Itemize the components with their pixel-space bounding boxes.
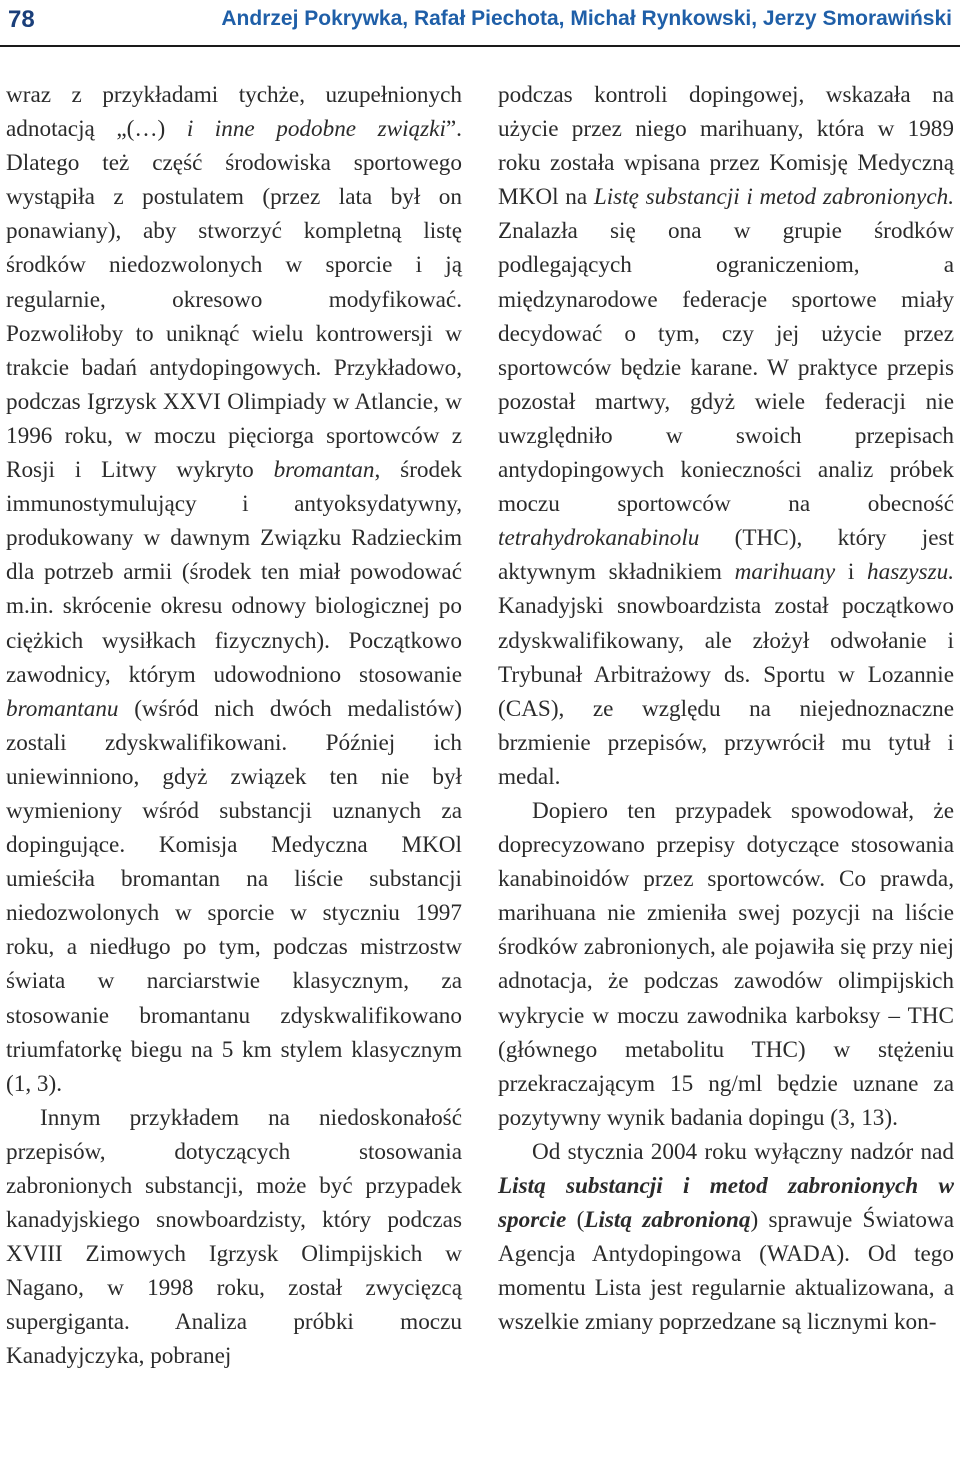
paragraph: wraz z przykładami tychże, uzupełnionych adnotacją „(…) i inne podobne związki”. Dlatego też część środowiska sportowego wystąpiła z postulatem (przez lata był on ponawiany), aby stworzyć kompletną listę środków niedozwolonych w sporcie i ją regularnie, okresowo modyfikować. Pozwoliłoby to uniknąć wielu kontrowersji w trakcie badań antydopingowych. Przykładowo, podczas Igrzysk XXVI Olimpiady w Atlancie, w 1996 roku, w moczu pięciorga sportowców z Rosji i Litwy wykryto bromantan, środek immunostymulujący i antyoksydatywny, produkowany w dawnym Związku Radzieckim dla potrzeb armii (środek ten miał powodować m.in. skrócenie okresu odnowy biologicznej po ciężkich wysiłkach fizycznych). Początkowo zawodnicy, którym udowodniono stosowanie bromantanu (wśród nich dwóch medalistów) zostali zdyskwalifikowani. Później ich uniewinniono, gdyż związek ten nie był wymieniony wśród substancji uznanych za dopingujące. Komisja Medyczna MKOl umieściła bromantan na liście substancji niedozwolonych w sporcie w styczniu 1997 roku, a niedługo po tym, podczas mistrzostw świata w narciarstwie klasycznym, za stosowanie bromantanu zdyskwalifikowano triumfatorkę biegu na 5 km stylem klasycznym (1, 3). bbox=[6, 82, 462, 1097]
right-column bbox=[498, 78, 954, 1339]
page-number: 78 bbox=[8, 6, 35, 33]
paragraph: Dopiero ten przypadek spowodował, że doprecyzowano przepisy dotyczące stosowania kanabinoidów przez sportowców. Co prawda, marihuana nie zmieniła swej pozycji na liście środków zabronionych, ale pojawiła się przy niej adnotacja, że podczas zawodów olimpijskich wykrycie w moczu zawodnika karboksy – THC (głównego metabolitu THC) w stężeniu przekraczającym 15 ng/ml będzie uznane za pozytywny wynik badania dopingu (3, 13). bbox=[498, 797, 954, 1131]
paragraph: podczas kontroli dopingowej, wskazała na użycie przez niego marihuany, która w 1989 roku została wpisana przez Komisję Medyczną MKOl na Listę substancji i metod zabronionych. Znalazła się ona w grupie środków podlegających ograniczeniom, a międzynarodowe federacje sportowe miały decydować o tym, czy jej użycie przez sportowców będzie karane. W praktyce przepis pozostał martwy, gdyż wiele federacji nie uwzględniło w swoich przepisach antydopingowych konieczności analiz próbek moczu sportowców na obecność tetrahydrokanabinolu (THC), który jest aktywnym składnikiem marihuany i haszyszu. Kanadyjski snowboardzista został początkowo zdyskwalifikowany, ale złożył odwołanie i Trybunał Arbitrażowy ds. Sportu w Lozannie (CAS), ze względu na niejednoznaczne brzmienie przepisów, przywrócił mu tytuł i medal. bbox=[498, 82, 954, 790]
header-divider bbox=[0, 45, 960, 47]
running-head-authors: Andrzej Pokrywka, Rafał Piechota, Michał Rynkowski, Jerzy Smorawiński bbox=[221, 7, 952, 30]
paragraph: Innym przykładem na niedoskonałość przepisów, dotyczących stosowania zabronionych substancji, może być przypadek kanadyjskiego snowboardzisty, który podczas XVIII Zimowych Igrzysk Olimpijskich w Nagano, w 1998 roku, został zwycięzcą supergiganta. Analiza próbki moczu Kanadyjczyka, pobranej bbox=[6, 1104, 462, 1370]
page-header bbox=[0, 0, 960, 46]
left-column bbox=[6, 78, 462, 1374]
paragraph: Od stycznia 2004 roku wyłączny nadzór nad Listą substancji i metod zabronionych w sporcie (Listą zabronioną) sprawuje Światowa Agencja Antydopingowa (WADA). Od tego momentu Lista jest regularnie aktualizowana, a wszelkie zmiany poprzedzane są licznymi kon- bbox=[498, 1138, 954, 1336]
